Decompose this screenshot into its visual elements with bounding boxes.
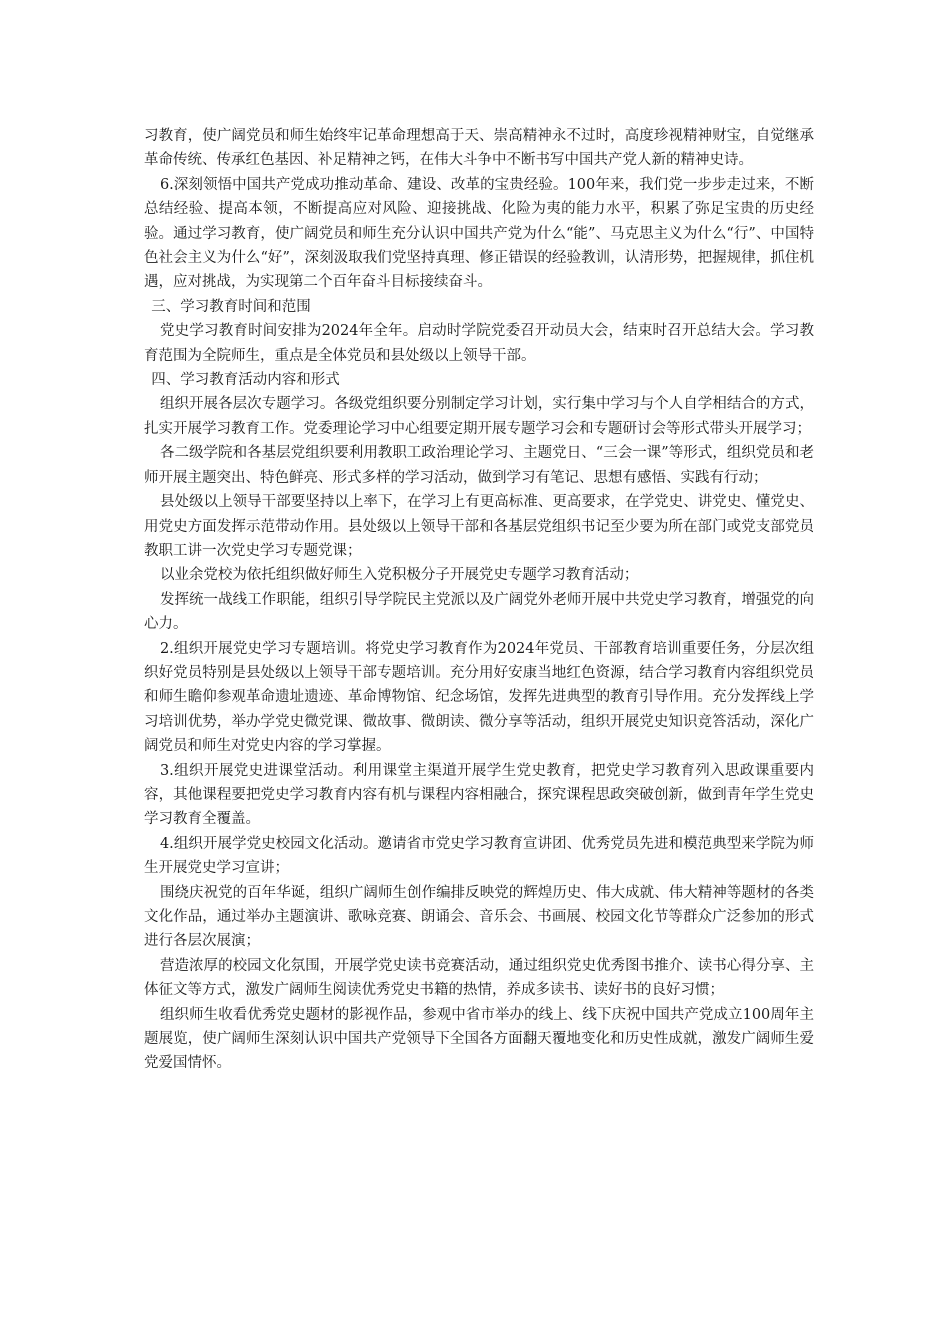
paragraph-study-1: 组织开展各层次专题学习。各级党组织要分别制定学习计划，实行集中学习与个人自学相结合的方式，扎实开展学习教育工作。党委理论学习中心组要定期开展专题学习会和专题研讨会等形式带头开展学习； — [144, 396, 814, 437]
section-heading-3: 三、学习教育时间和范围 — [151, 298, 311, 315]
section-heading-4: 四、学习教育活动内容和形式 — [151, 372, 340, 389]
paragraph-culture-1: 围绕庆祝党的百年华诞，组织广阔师生创作编排反映党的辉煌历史、伟大成就、伟大精神等题材的各类文化作品，通过举办主题演讲、歌咏竞赛、朗诵会、音乐会、书画展、校园文化节等群众广泛参加的形式进行各层次展演； — [144, 884, 814, 950]
paragraph-study-4: 以业余党校为依托组织做好师生入党积极分子开展党史专题学习教育活动； — [159, 567, 639, 584]
paragraph-study-3: 县处级以上领导干部要坚持以上率下，在学习上有更高标准、更高要求，在学党史、讲党史、懂党史、用党史方面发挥示范带动作用。县处级以上领导干部和各基层党组织书记至少要为所在部门或党支部党员教职工讲一次党史学习专题党课； — [144, 494, 814, 559]
paragraph-continuation: 习教育，使广阔党员和师生始终牢记革命理想高于天、崇高精神永不过时，高度珍视精神财宝，自觉继承革命传统、传承红色基因、补足精神之钙，在伟大斗争中不断书写中国共产党人新的精神史诗。 — [144, 128, 814, 169]
paragraph-item-2: 2.组织开展党史学习专题培训。将党史学习教育作为2024年党员、干部教育培训重要任务，分层次组织好党员特别是县处级以上领导干部专题培训。充分用好安康当地红色资源，结合学习教育内容组织党员和师生瞻仰参观革命遗址遗迹、革命博物馆、纪念场馆，发挥先进典型的教育引导作用。充分发挥线上学习培训优势，举办学党史微党课、微故事、微朗读、微分享等活动，组织开展党史知识竞答活动，深化广阔党员和师生对党史内容的学习掌握。 — [144, 640, 814, 755]
document-body — [144, 124, 814, 1076]
paragraph-item-4: 4.组织开展学党史校园文化活动。邀请省市党史学习教育宣讲团、优秀党员先进和模范典型来学院为师生开展党史学习宣讲； — [144, 835, 814, 877]
paragraph-study-2: 各二级学院和各基层党组织要利用教职工政治理论学习、主题党日、“三会一课”等形式，组织党员和老师开展主题突出、特色鲜亮、形式多样的学习活动，做到学习有笔记、思想有感悟、实践有行动； — [144, 445, 814, 486]
paragraph-study-5: 发挥统一战线工作职能，组织引导学院民主党派以及广阔党外老师开展中共党史学习教育，增强党的向心力。 — [144, 591, 814, 633]
paragraph-item-3: 3.组织开展党史进课堂活动。利用课堂主渠道开展学生党史教育，把党史学习教育列入思政课重要内容，其他课程要把党史学习教育内容有机与课程内容相融合，探究课程思政突破创新，做到青年学生党史学习教育全覆盖。 — [144, 762, 814, 828]
paragraph-culture-3: 组织师生收看优秀党史题材的影视作品，参观中省市举办的线上、线下庆祝中国共产党成立100周年主题展览，使广阔师生深刻认识中国共产党领导下全国各方面翻天覆地变化和历史性成就，激发广阔师生爱党爱国情怀。 — [144, 1006, 814, 1072]
paragraph-culture-2: 营造浓厚的校园文化氛围，开展学党史读书竞赛活动，通过组织党史优秀图书推介、读书心得分享、主体征文等方式，激发广阔师生阅读优秀党史书籍的热情，养成多读书、读好书的良好习惯； — [144, 957, 814, 999]
paragraph-item-6: 6.深刻领悟中国共产党成功推动革命、建设、改革的宝贵经验。100年来，我们党一步步走过来，不断总结经验、提高本领，不断提高应对风险、迎接挑战、化险为夷的能力水平，积累了弥足宝贵的历史经验。通过学习教育，使广阔党员和师生充分认识中国共产党为什么“能”、马克思主义为什么“行”、中国特色社会主义为什么“好”，深刻汲取我们党坚持真理、修正错误的经验教训，认清形势，把握规律，抓住机遇，应对挑战，为实现第二个百年奋斗目标接续奋斗。 — [144, 176, 814, 291]
paragraph-time-scope: 党史学习教育时间安排为2024年全年。启动时学院党委召开动员大会，结束时召开总结大会。学习教育范围为全院师生，重点是全体党员和县处级以上领导干部。 — [144, 323, 814, 364]
